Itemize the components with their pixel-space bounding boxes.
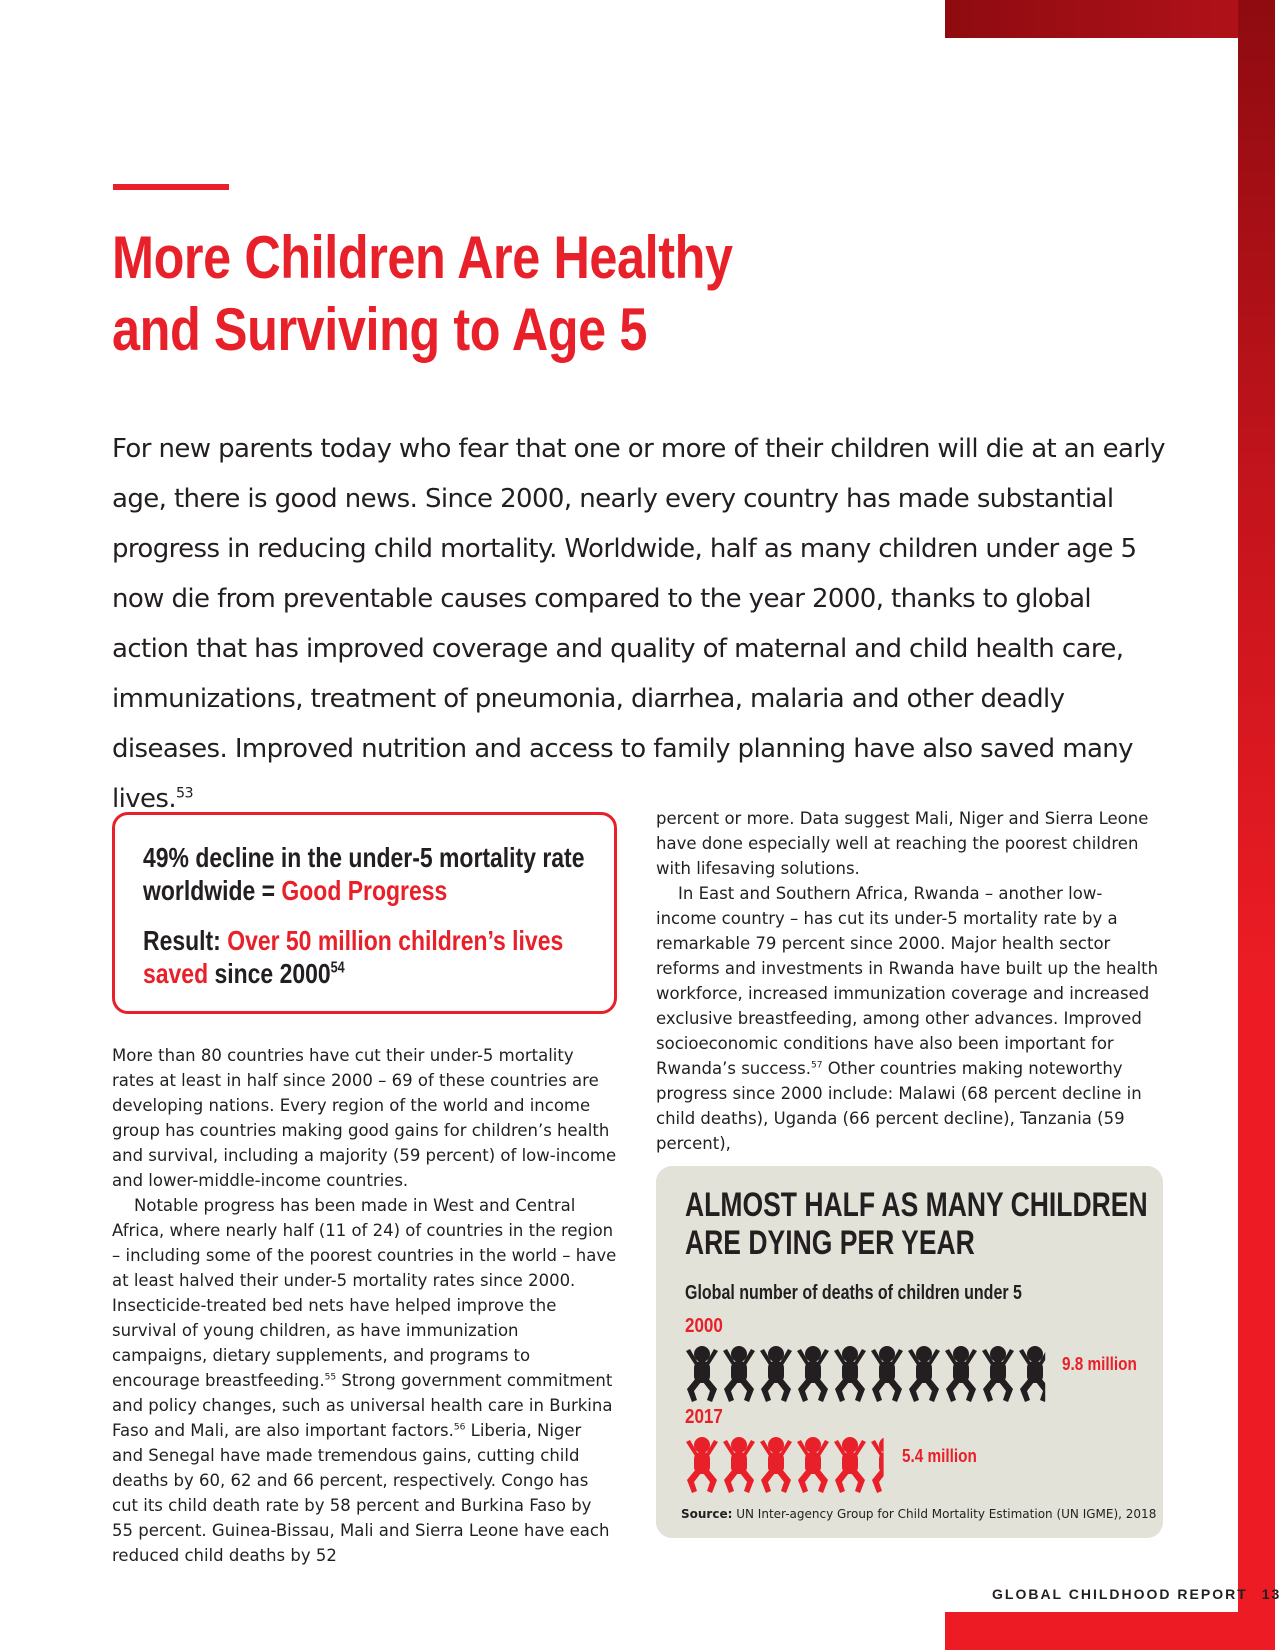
footer-report-name: GLOBAL CHILDHOOD REPORT	[992, 1586, 1248, 1602]
left-p2-text-b: Strong government commitment and policy changes, such as universal health care in Burkina Faso and Mali, are also important factors.	[112, 1371, 613, 1440]
callout-stat-highlight: Good Progress	[281, 875, 448, 906]
infographic-title	[685, 1186, 1153, 1262]
intro-paragraph	[112, 424, 1172, 824]
infographic-title-line-2: ARE DYING PER YEAR	[685, 1224, 975, 1262]
left-column	[112, 1043, 617, 1568]
year-label-2017: 2017	[685, 1406, 723, 1428]
callout-result-label: Result:	[143, 925, 221, 956]
left-p2-text-c: Liberia, Niger and Senegal have made tremendous gains, cutting child deaths by 60, 62 and 66 percent, respectively. Congo has cut its child death rate by 58 percent and Burkina Faso by 55 percent. Guinea-Bissau, Mali and Sierra Leone have each reduced child deaths by 52	[112, 1421, 610, 1565]
deaths-2017-figure	[723, 1437, 755, 1493]
callout-stat	[143, 841, 602, 907]
left-paragraph-1: More than 80 countries have cut their under-5 mortality rates at least in half since 2000 – 69 of these countries are developing nations. Every region of the world and income group has countries making good gains for children’s health and survival, including a majority (59 percent) of low-income and lower-middle-income countries.	[112, 1046, 617, 1190]
deaths-2000-figure	[982, 1346, 1014, 1402]
infographic-subtitle: Global number of deaths of children under 5	[685, 1282, 1022, 1304]
callout-result-highlight: Over 50 million children’s lives saved	[143, 925, 564, 989]
infographic-title-line-1: ALMOST HALF AS MANY CHILDREN	[685, 1186, 1148, 1224]
value-label-2017: 5.4 million	[902, 1446, 977, 1466]
callout-result-note: 54	[330, 959, 345, 977]
left-paragraph-2	[112, 1193, 617, 1568]
deaths-2017-figure	[834, 1437, 866, 1493]
deaths-2017-figure	[797, 1437, 829, 1493]
source-text: UN Inter-agency Group for Child Mortality Estimation (UN IGME), 2018	[736, 1507, 1157, 1521]
deaths-2000-figure	[871, 1346, 903, 1402]
right-column	[656, 806, 1161, 1156]
year-label-2000: 2000	[685, 1315, 723, 1337]
title-line-2: and Surviving to Age 5	[112, 296, 647, 363]
title-rule	[113, 184, 229, 190]
stat-callout	[112, 812, 617, 1014]
page-number: 13	[1261, 1586, 1281, 1602]
child-figures-2017	[685, 1433, 1065, 1497]
right-p2-text-a: In East and Southern Africa, Rwanda – another low-income country – has cut its under-5 mortality rate by a remarkable 79 percent since 2000. Major health sector reforms and investments in Rwanda have built up the health workforce, increased immunization coverage and increased exclusive breastfeeding, among other advances. Improved socioeconomic conditions have also been important for Rwanda’s success.	[656, 884, 1159, 1078]
infographic-source	[681, 1507, 1156, 1521]
deaths-2000-figure	[723, 1346, 755, 1402]
deaths-2000-figure	[945, 1346, 977, 1402]
deaths-2017-figure	[871, 1437, 903, 1493]
left-p2-note-b: 56	[453, 1422, 466, 1433]
child-deaths-infographic	[656, 1166, 1163, 1538]
child-figures-2000	[685, 1342, 1065, 1406]
page-footer	[992, 1586, 1281, 1602]
deaths-2000-figure	[760, 1346, 792, 1402]
page-title	[112, 222, 784, 366]
deaths-2017-figure	[686, 1437, 718, 1493]
deaths-2000-figure	[686, 1346, 718, 1402]
right-p2-text-b: Other countries making noteworthy progress since 2000 include: Malawi (68 percent decline in child deaths), Uganda (66 percent decline), Tanzania (59 percent),	[656, 1059, 1142, 1153]
deaths-2000-figure	[1019, 1346, 1051, 1402]
right-paragraph-1: percent or more. Data suggest Mali, Niger and Sierra Leone have done especially well at reaching the poorest children with lifesaving solutions.	[656, 809, 1149, 878]
right-p2-note: 57	[811, 1060, 823, 1071]
edge-accent-bar	[1238, 0, 1275, 1650]
corner-accent-top	[945, 0, 1275, 38]
right-paragraph-2	[656, 881, 1161, 1156]
source-label: Source:	[681, 1507, 733, 1521]
deaths-2017-figure	[760, 1437, 792, 1493]
deaths-2000-figure	[797, 1346, 829, 1402]
left-p2-text-a: Notable progress has been made in West and Central Africa, where nearly half (11 of 24) of countries in the region – including some of the poorest countries in the world – have at least halved their under-5 mortality rates since 2000. Insecticide-treated bed nets have helped improve the survival of young children, as have immunization campaigns, dietary supplements, and programs to encourage breastfeeding.	[112, 1196, 617, 1390]
intro-note: 53	[176, 785, 194, 802]
left-p2-note-a: 55	[324, 1372, 337, 1383]
title-line-1: More Children Are Healthy	[112, 224, 733, 291]
deaths-2000-figure	[834, 1346, 866, 1402]
callout-stat-text: 49% decline in the under-5 mortality rate worldwide =	[143, 842, 585, 906]
value-label-2000: 9.8 million	[1062, 1354, 1137, 1374]
deaths-2000-figure	[908, 1346, 940, 1402]
intro-text: For new parents today who fear that one or more of their children will die at an early age, there is good news. Since 2000, nearly every country has made substantial progress in reducing child mortality. Worldwide, half as many children under age 5 now die from preventable causes compared to the year 2000, thanks to global action that has improved coverage and quality of maternal and child health care, immunizations, treatment of pneumonia, diarrhea, malaria and other deadly diseases. Improved nutrition and access to family planning have also saved many lives.	[112, 434, 1165, 814]
callout-result	[143, 924, 602, 990]
corner-accent-bottom	[945, 1612, 1275, 1650]
callout-result-tail: since 2000	[214, 958, 331, 989]
